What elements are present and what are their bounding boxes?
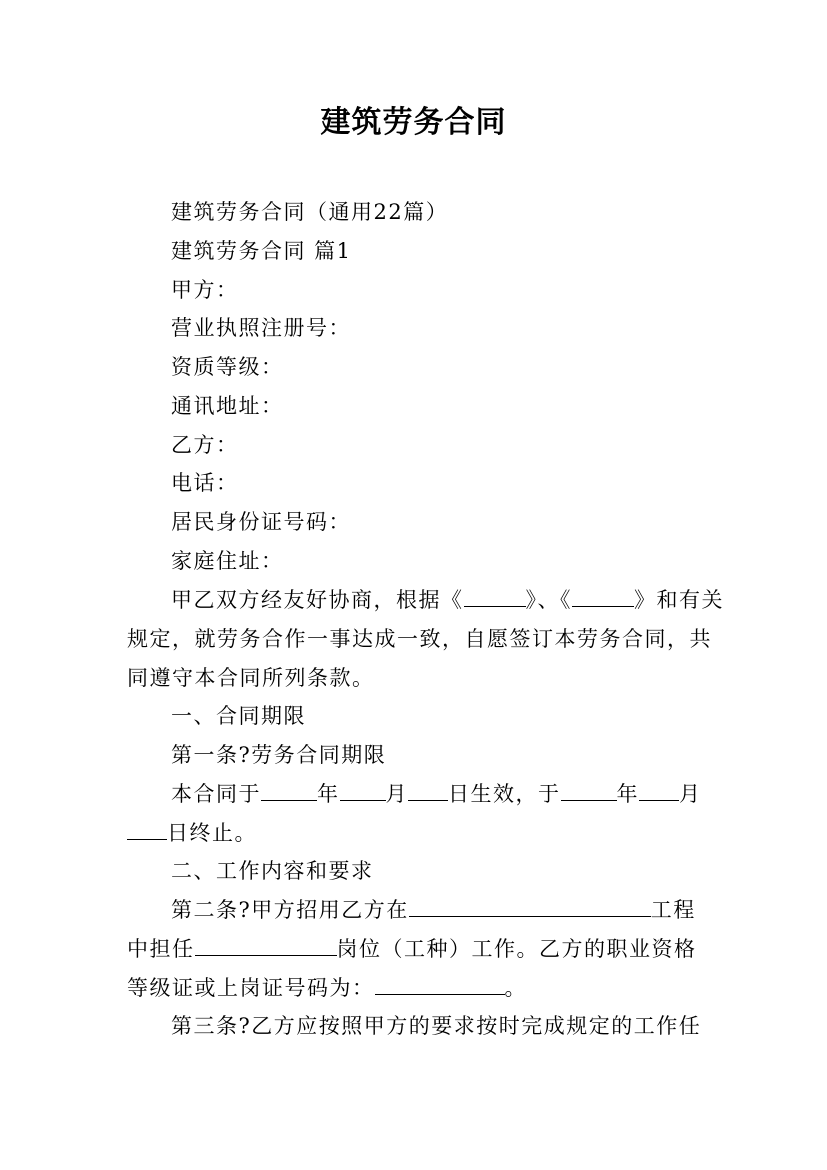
document-title: 建筑劳务合同 — [320, 105, 507, 140]
blank-underline — [409, 894, 651, 917]
qualification-label: 资质等级： — [171, 355, 284, 379]
article-2-line-1 — [171, 894, 696, 926]
id-number-label: 居民身份证号码： — [171, 510, 351, 534]
blank-underline — [408, 778, 448, 801]
chapter-heading: 建筑劳务合同 篇1 — [171, 239, 352, 263]
paragraph-intro-line-3: 同遵守本合同所列条款。 — [127, 666, 375, 690]
text-segment: 日终止。 — [167, 821, 257, 845]
blank-underline — [127, 817, 167, 840]
text-segment: 本合同于 — [171, 782, 261, 806]
text-segment: 年 — [317, 782, 340, 806]
section-heading-1: 一、合同期限 — [171, 704, 306, 728]
blank-underline — [375, 972, 505, 995]
term-line-1 — [171, 778, 702, 810]
blank-underline — [464, 584, 526, 607]
text-segment: 。 — [504, 976, 527, 1000]
blank-underline — [340, 778, 386, 801]
text-segment: 中担任 — [127, 937, 195, 961]
term-line-2 — [127, 817, 257, 849]
blank-underline — [639, 778, 679, 801]
blank-underline — [195, 933, 337, 956]
party-b-label: 乙方： — [171, 433, 239, 457]
text-segment: 》、《 — [525, 588, 572, 612]
blank-underline — [261, 778, 317, 801]
text-segment: 第二条?甲方招用乙方在 — [171, 898, 409, 922]
blank-underline — [572, 584, 634, 607]
home-address-label: 家庭住址： — [171, 549, 284, 573]
text-segment: 月 — [385, 782, 408, 806]
subtitle-line: 建筑劳务合同（通用22篇） — [171, 200, 449, 224]
text-segment: 岗位（工种）工作。乙方的职业资格 — [336, 937, 697, 961]
address-label: 通讯地址： — [171, 394, 284, 418]
phone-label: 电话： — [171, 471, 239, 495]
paragraph-intro-line-2: 规定，就劳务合作一事达成一致，自愿签订本劳务合同，共 — [127, 627, 712, 651]
text-segment: 》和有关 — [634, 588, 724, 612]
license-number-label: 营业执照注册号： — [171, 316, 351, 340]
article-3-line-1: 第三条?乙方应按照甲方的要求按时完成规定的工作任 — [171, 1014, 702, 1038]
text-segment: 日生效，于 — [448, 782, 561, 806]
text-segment: 甲乙双方经友好协商，根据《 — [171, 588, 464, 612]
text-segment: 等级证或上岗证号码为： — [127, 976, 375, 1000]
article-2-line-3 — [127, 972, 527, 1004]
text-segment: 月 — [679, 782, 702, 806]
section-heading-2: 二、工作内容和要求 — [171, 859, 374, 883]
paragraph-intro-line-1 — [171, 584, 724, 616]
text-segment: 年 — [616, 782, 639, 806]
text-segment: 工程 — [650, 898, 696, 922]
party-a-label: 甲方： — [171, 278, 239, 302]
article-1-heading: 第一条?劳务合同期限 — [171, 743, 387, 767]
blank-underline — [561, 778, 617, 801]
article-2-line-2 — [127, 933, 697, 965]
